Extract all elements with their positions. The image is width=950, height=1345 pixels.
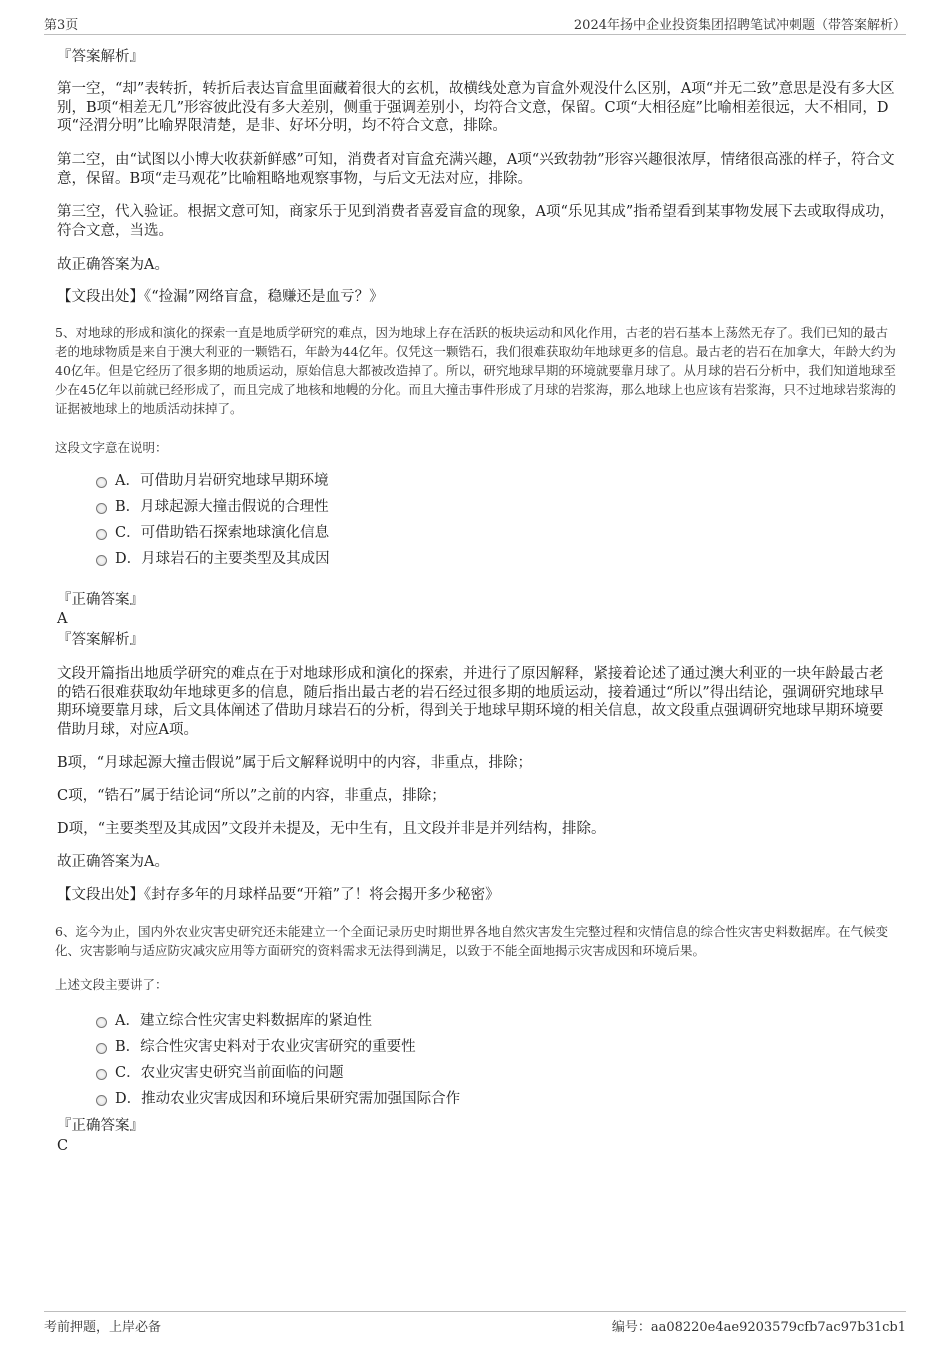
radio-icon[interactable] (96, 1043, 107, 1054)
q5-analysis-para4-block (57, 820, 897, 839)
q4-source: 【文段出处】《“捡漏”网络盲盒，稳赚还是血亏？》 (57, 289, 384, 305)
q5-answer: A (57, 611, 68, 627)
q6-answer: C (57, 1138, 69, 1154)
q4-analysis-para2-block (57, 151, 897, 188)
option-label: A．可借助月岩研究地球早期环境 (115, 473, 329, 489)
q6-answer-block (57, 1137, 897, 1155)
q5-answer-block (57, 610, 897, 628)
radio-icon[interactable] (96, 1069, 107, 1080)
option-label: D．推动农业灾害成因和环境后果研究需加强国际合作 (115, 1091, 461, 1107)
q6-stem-block (55, 922, 899, 960)
q4-analysis-para1: 第一空，“却”表转折，转折后表达盲盒里面藏着很大的玄机，故横线处意为盲盒外观没什么区别，A项“并无二致”意思是没有多大区别，B项“相差无几”形容彼此没有多大差别，侧重于强调差别小，均符合文意，保留。C项“大相径庭”比喻相差很远，大不相同，D项“泾渭分明”比喻界限清楚，是非、好坏分明，均不符合文意，排除。 (57, 81, 895, 134)
option-label: D．月球岩石的主要类型及其成因 (115, 551, 330, 567)
q4-analysis-label-block (57, 48, 897, 66)
radio-icon[interactable] (96, 1095, 107, 1106)
document-id: 编号：aa08220e4ae9203579cfb7ac97b31cb1 (611, 1320, 906, 1335)
q5-question: 这段文字意在说明： (55, 440, 168, 455)
q5-source-block (57, 886, 897, 905)
q4-analysis-para3: 第三空，代入验证。根据文意可知，商家乐于见到消费者喜爱盲盒的现象，A项“乐见其成”指希望看到某事物发展下去或取得成功，符合文意，当选。 (57, 204, 895, 239)
q5-conclusion: 故正确答案为A。 (57, 854, 169, 870)
q4-analysis-para3-block (57, 203, 897, 240)
q4-conclusion: 故正确答案为A。 (57, 257, 169, 273)
page-number: 第3页 (44, 18, 79, 33)
q4-analysis-para1-block (57, 80, 897, 136)
q5-option-a[interactable] (96, 471, 696, 497)
option-label: C．农业灾害史研究当前面临的问题 (115, 1065, 344, 1081)
q5-stem-block (55, 323, 899, 418)
q5-answer-label-block (57, 591, 897, 609)
q5-analysis-para3: C项，“锆石”属于结论词“所以”之前的内容，非重点，排除； (57, 788, 446, 804)
q6-option-a[interactable] (96, 1011, 696, 1037)
option-label: C．可借助锆石探索地球演化信息 (115, 525, 330, 541)
option-label: B．月球起源大撞击假说的合理性 (115, 499, 329, 515)
radio-icon[interactable] (96, 477, 107, 488)
q6-option-c[interactable] (96, 1063, 696, 1089)
q5-question-block (55, 438, 895, 457)
q4-source-block (57, 288, 897, 307)
q5-analysis-para4: D项，“主要类型及其成因”文段并未提及，无中生有，且文段并非是并列结构，排除。 (57, 821, 606, 837)
radio-icon[interactable] (96, 1017, 107, 1028)
q4-analysis-label: 『答案解析』 (57, 49, 144, 65)
q6-option-d[interactable] (96, 1089, 696, 1115)
page-footer (44, 1311, 906, 1334)
q5-options (96, 471, 696, 575)
option-label: B．综合性灾害史料对于农业灾害研究的重要性 (115, 1039, 416, 1055)
page-header (44, 12, 906, 35)
q5-answer-label: 『正确答案』 (57, 592, 144, 608)
q5-option-b[interactable] (96, 497, 696, 523)
q5-analysis-label-block (57, 631, 897, 649)
q5-option-c[interactable] (96, 523, 696, 549)
radio-icon[interactable] (96, 503, 107, 514)
radio-icon[interactable] (96, 529, 107, 540)
q5-analysis-para1-block (57, 665, 897, 739)
q6-options (96, 1011, 696, 1115)
radio-icon[interactable] (96, 555, 107, 566)
q5-analysis-para2-block (57, 754, 897, 773)
option-label: A．建立综合性灾害史料数据库的紧迫性 (115, 1013, 372, 1029)
q4-conclusion-block (57, 256, 897, 275)
q6-stem: 6、迄今为止，国内外农业灾害史研究还未能建立一个全面记录历史时期世界各地自然灾害发生完整过程和灾情信息的综合性灾害史料数据库。在气候变化、灾害影响与适应防灾减灾应用等方面研究的资料需求无法得到满足，以致于不能全面地揭示灾害成因和环境后果。 (55, 924, 888, 958)
q6-question: 上述文段主要讲了： (55, 977, 168, 992)
q5-option-d[interactable] (96, 549, 696, 575)
q5-analysis-para1: 文段开篇指出地质学研究的难点在于对地球形成和演化的探索，并进行了原因解释，紧接着论述了通过澳大利亚的一块年龄最古老的锆石很难获取幼年地球更多的信息，随后指出最古老的岩石经过很多期的地质运动，接着通过“所以”得出结论，强调研究地球早期环境要靠月球，后文具体阐述了借助月球岩石的分析，得到关于地球早期环境的相关信息，故文段重点强调研究地球早期环境要借助月球，对应A项。 (57, 666, 884, 738)
q5-analysis-para2: B项，“月球起源大撞击假说”属于后文解释说明中的内容，非重点，排除； (57, 755, 532, 771)
q5-conclusion-block (57, 853, 897, 872)
q5-analysis-para3-block (57, 787, 897, 806)
q4-analysis-para2: 第二空，由“试图以小博大收获新鲜感”可知，消费者对盲盒充满兴趣，A项“兴致勃勃”形容兴趣很浓厚，情绪很高涨的样子，符合文意，保留。B项“走马观花”比喻粗略地观察事物，与后文无法对应，排除。 (57, 152, 895, 187)
q6-answer-label: 『正确答案』 (57, 1118, 144, 1134)
footer-slogan: 考前押题，上岸必备 (44, 1320, 162, 1335)
q6-answer-label-block (57, 1117, 897, 1135)
q6-option-b[interactable] (96, 1037, 696, 1063)
q5-source: 【文段出处】《封存多年的月球样品要“开箱”了！将会揭开多少秘密》 (57, 887, 500, 903)
q6-question-block (55, 975, 895, 994)
q5-analysis-label: 『答案解析』 (57, 632, 144, 648)
q5-stem: 5、对地球的形成和演化的探索一直是地质学研究的难点，因为地球上存在活跃的板块运动和风化作用，古老的岩石基本上荡然无存了。我们已知的最古老的地球物质是来自于澳大利亚的一颗锆石，年龄为44亿年。仅凭这一颗锆石，我们很难获取幼年地球更多的信息。最古老的岩石在加拿大，年龄大约为40亿年。但是它经历了很多期的地质运动，原始信息大都被改造掉了。所以，研究地球早期的环境就要靠月球了。从月球的岩石分析中，我们知道地球至少在45亿年以前就已经形成了，而且完成了地核和地幔的分化。而且大撞击事件形成了月球的岩浆海，那么地球上也应该有岩浆海，只不过地球岩浆海的证据被地球上的地质活动抹掉了。 (55, 325, 896, 416)
document-title: 2024年扬中企业投资集团招聘笔试冲刺题（带答案解析） (573, 18, 906, 33)
